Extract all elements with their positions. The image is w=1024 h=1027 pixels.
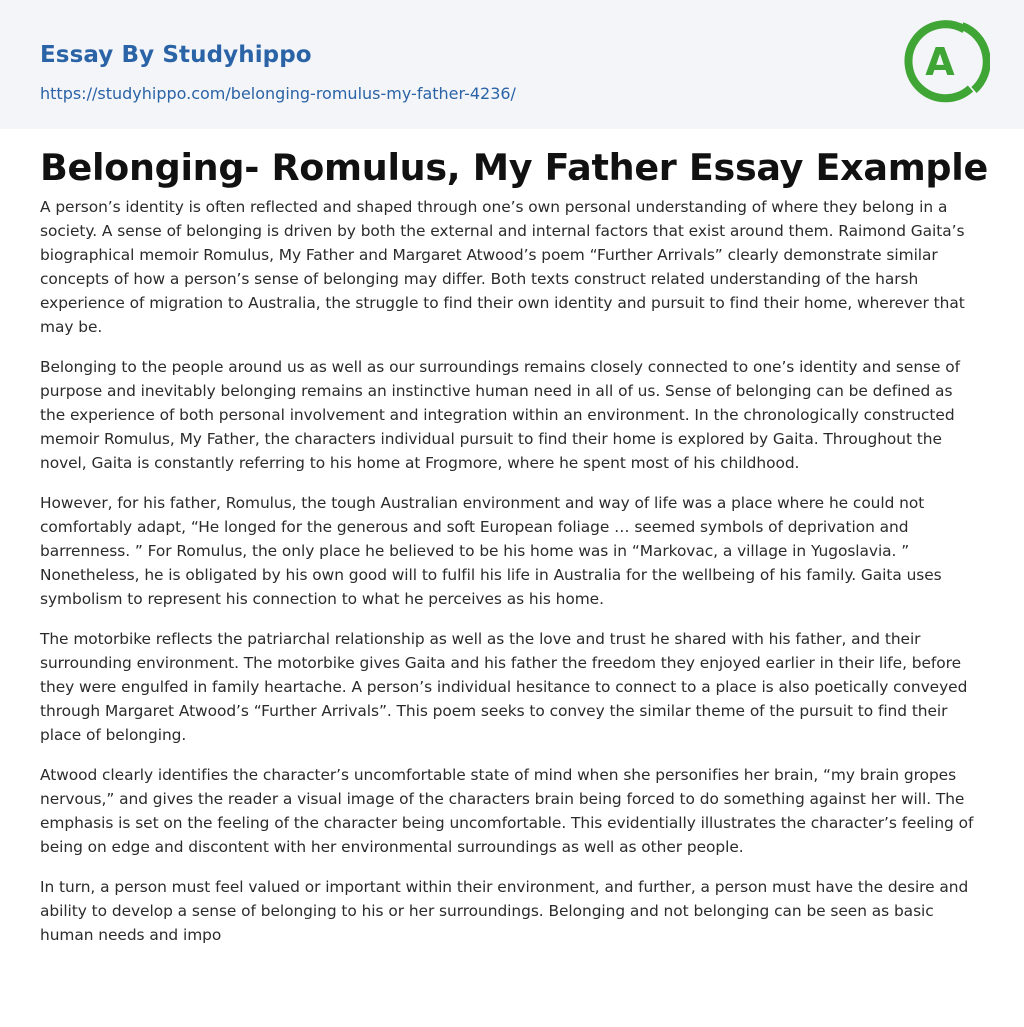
- article-body: [40, 195, 980, 963]
- paragraph: Atwood clearly identifies the character’s uncomfortable state of mind when she personifies her brain, “my brain gropes nervous,” and gives the reader a visual image of the characters brain being forced to do something against her will. The emphasis is set on the feeling of the character being uncomfortable. This evidentially illustrates the character’s feeling of being on edge and discontent with her environmental surroundings as well as other people.: [40, 766, 974, 856]
- paragraph: In turn, a person must feel valued or important within their environment, and further, a person must have the desire and ability to develop a sense of belonging to his or her surroundings. Belonging and not belonging can be seen as basic human needs and impo: [40, 878, 969, 944]
- brand-title[interactable]: Essay By Studyhippo: [40, 42, 312, 68]
- paragraph: The motorbike reflects the patriarchal relationship as well as the love and trust he shared with his father, and their surrounding environment. The motorbike gives Gaita and his father the freedom they enjoyed earlier in their life, before they were engulfed in family heartache. A person’s individual hesitance to connect to a place is also poetically conveyed through Margaret Atwood’s “Further Arrivals”. This poem seeks to convey the similar theme of the pursuit to find their place of belonging.: [40, 630, 968, 744]
- paragraph: A person’s identity is often reflected and shaped through one’s own personal understanding of where they belong in a society. A sense of belonging is driven by both the external and internal factors that exist around them. Raimond Gaita’s biographical memoir Romulus, My Father and Margaret Atwood’s poem “Further Arrivals” clearly demonstrate similar concepts of how a person’s sense of belonging may differ. Both texts construct related understanding of the harsh experience of migration to Australia, the struggle to find their own identity and pursuit to find their home, wherever that may be.: [40, 198, 965, 336]
- studyhippo-logo-icon[interactable]: [904, 18, 990, 104]
- page-title: Belonging- Romulus, My Father Essay Example: [40, 146, 988, 189]
- logo-letter: A: [925, 40, 955, 84]
- source-url-link[interactable]: https://studyhippo.com/belonging-romulus-my-father-4236/: [40, 84, 516, 103]
- paragraph: Belonging to the people around us as well as our surroundings remains closely connected to one’s identity and sense of purpose and inevitably belonging remains an instinctive human need in all of us. Sense of belonging can be defined as the experience of both personal involvement and integration within an environment. In the chronologically constructed memoir Romulus, My Father, the characters individual pursuit to find their home is explored by Gaita. Throughout the novel, Gaita is constantly referring to his home at Frogmore, where he spent most of his childhood.: [40, 358, 960, 472]
- site-header: [0, 0, 1024, 129]
- paragraph: However, for his father, Romulus, the tough Australian environment and way of life was a place where he could not comfortably adapt, “He longed for the generous and soft European foliage … seemed symbols of deprivation and barrenness. ” For Romulus, the only place he believed to be his home was in “Markovac, a village in Yugoslavia. ” Nonetheless, he is obligated by his own good will to fulfil his life in Australia for the wellbeing of his family. Gaita uses symbolism to represent his connection to what he perceives as his home.: [40, 494, 942, 608]
